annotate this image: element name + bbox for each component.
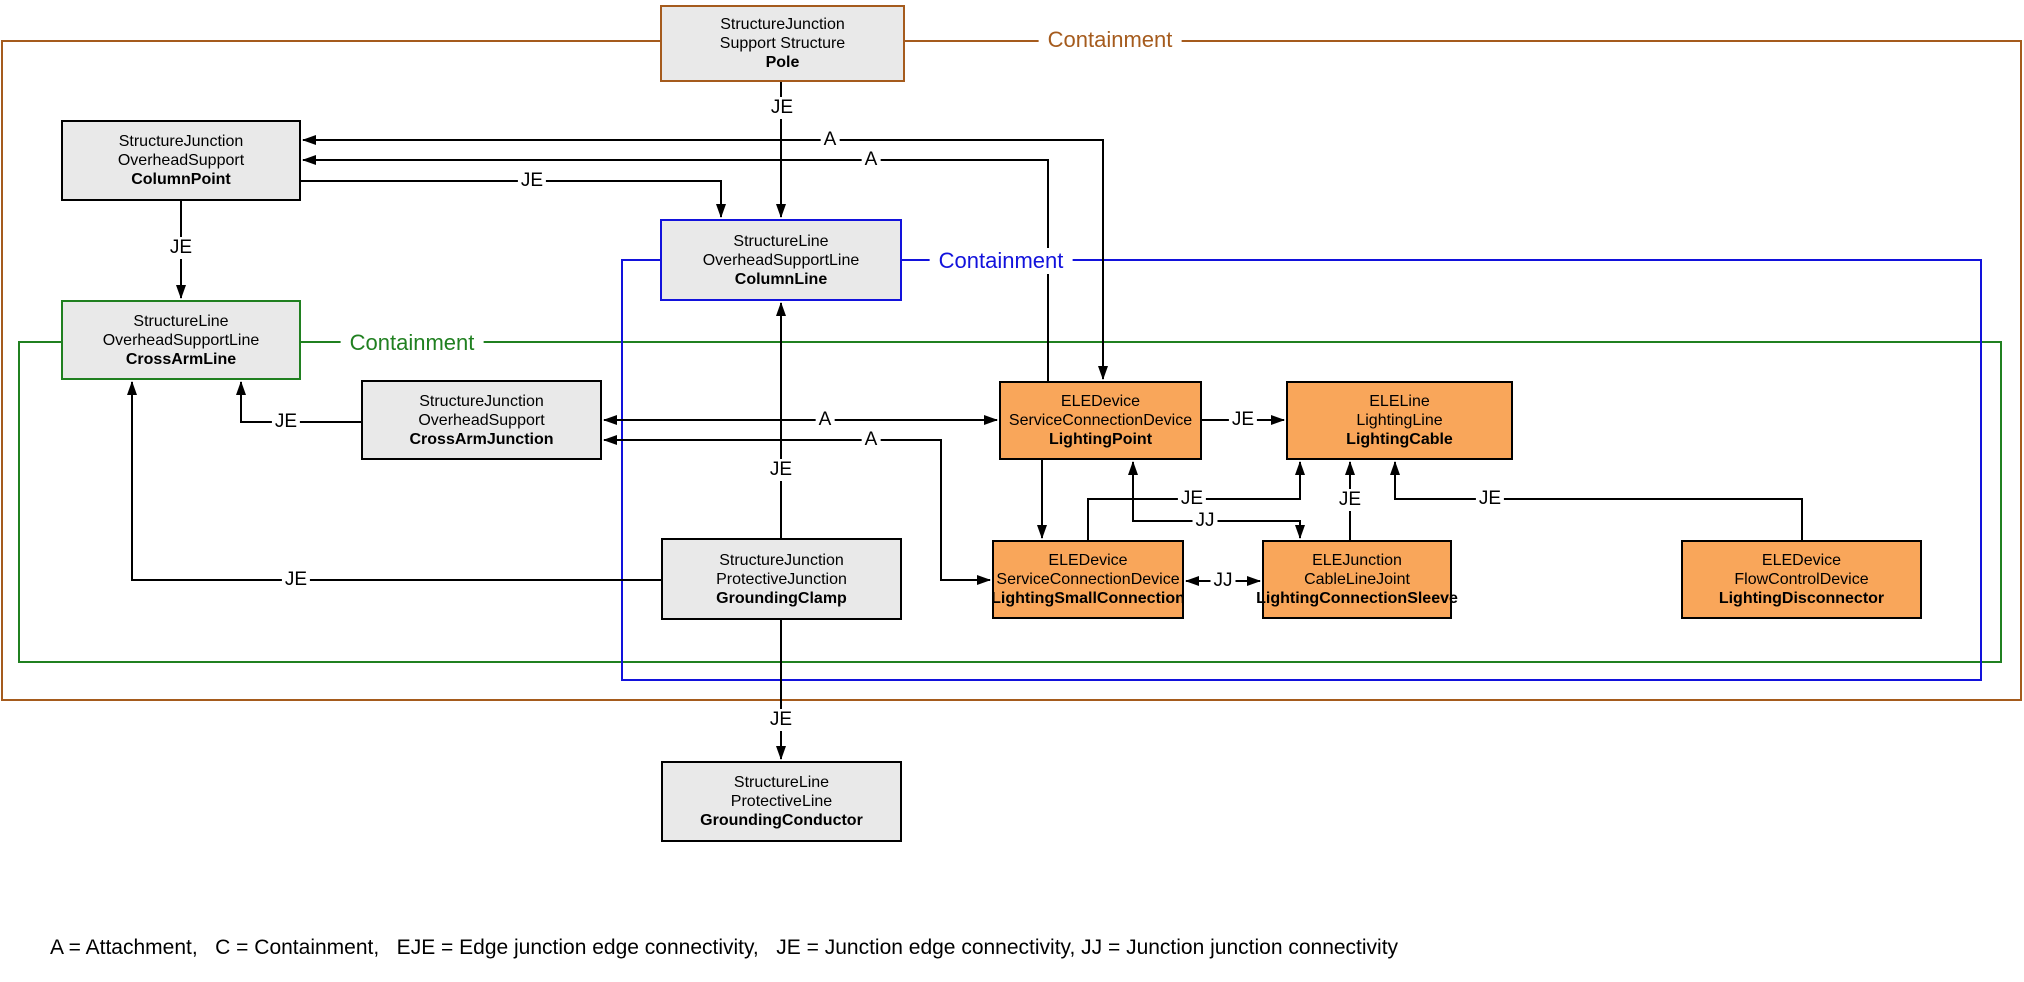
node-lighting-point-group: ServiceConnectionDevice <box>1008 412 1193 429</box>
node-column-line <box>660 219 902 301</box>
node-cross-arm-line-group: OverheadSupportLine <box>102 331 260 349</box>
node-cross-arm-junction-group: OverheadSupport <box>418 411 545 429</box>
node-column-point-type: ColumnPoint <box>131 171 231 188</box>
node-lighting-disconnector <box>1681 540 1922 619</box>
edge-label-je-lightingdisconnector-lightingcable: JE <box>1476 488 1504 510</box>
node-lighting-small-connection-class: ELEDevice <box>1048 552 1128 569</box>
node-pole-group: Support Structure <box>719 35 846 52</box>
edge-label-je-crossarmjunction-crossarmline: JE <box>272 411 300 433</box>
node-column-line-class: StructureLine <box>733 232 829 250</box>
node-grounding-clamp-type: GroundingClamp <box>716 589 847 607</box>
node-lighting-point-type: LightingPoint <box>1048 431 1153 448</box>
edge-lightingdisconnector-lightingcable <box>1395 462 1802 540</box>
edge-label-a-lightingpoint-columnpoint-2: A <box>862 149 881 171</box>
node-grounding-conductor-class: StructureLine <box>733 774 830 791</box>
node-lighting-point-class: ELEDevice <box>1060 393 1141 410</box>
edge-label-je-columnpoint-crossarmline: JE <box>167 237 195 259</box>
node-lighting-point <box>999 381 1202 460</box>
edge-label-jj-lightingconnectionsleeve-lightingpoint: JJ <box>1193 510 1218 532</box>
node-grounding-conductor <box>661 761 902 842</box>
edge-label-je-groundingclamp-columnline: JE <box>767 459 795 481</box>
node-column-line-type: ColumnLine <box>734 270 828 288</box>
node-lighting-connection-sleeve-class: ELEJunction <box>1312 552 1402 569</box>
edge-label-jj-lightingsmallconnection-lightingconnectionsleeve: JJ <box>1211 570 1236 592</box>
node-pole <box>660 5 905 82</box>
containment-label-pole: Containment <box>1039 27 1182 53</box>
edge-label-a-lightingpoint-columnpoint-1: A <box>821 129 840 151</box>
node-column-line-group: OverheadSupportLine <box>702 251 860 269</box>
node-column-point <box>61 120 301 201</box>
node-lighting-connection-sleeve-group: CableLineJoint <box>1304 571 1410 588</box>
node-lighting-cable-class: ELELine <box>1369 393 1430 410</box>
node-lighting-cable <box>1286 381 1513 460</box>
containment-label-column-line: Containment <box>930 248 1073 274</box>
edge-columnpoint-columnline <box>301 181 721 217</box>
edge-label-a-crossarmjunction-lightingpoint: A <box>816 409 835 431</box>
node-grounding-clamp-group: ProtectiveJunction <box>716 570 847 588</box>
edge-label-je-pole-columnline: JE <box>768 97 796 119</box>
node-lighting-small-connection-type: LightingSmallConnection <box>991 590 1185 607</box>
edge-label-je-lightingpoint-lightingcable: JE <box>1229 409 1257 431</box>
node-lighting-cable-type: LightingCable <box>1346 431 1453 448</box>
containment-label-cross-arm-line: Containment <box>341 330 484 356</box>
node-grounding-clamp <box>661 538 902 620</box>
edge-crossarmjunction-crossarmline <box>241 382 361 422</box>
node-cross-arm-line <box>61 300 301 380</box>
node-lighting-small-connection-group: ServiceConnectionDevice <box>996 571 1180 588</box>
node-cross-arm-line-type: CrossArmLine <box>125 350 237 368</box>
edge-label-je-columnpoint-columnline: JE <box>518 170 546 192</box>
edge-label-a-crossarmjunction-lightingsmallconnection: A <box>862 429 881 451</box>
edge-label-je-groundingclamp-crossarmline: JE <box>282 569 310 591</box>
node-lighting-disconnector-group: FlowControlDevice <box>1734 571 1869 588</box>
node-pole-class: StructureJunction <box>720 16 845 33</box>
node-column-point-group: OverheadSupport <box>117 152 245 169</box>
node-column-point-class: StructureJunction <box>118 133 244 150</box>
node-grounding-clamp-class: StructureJunction <box>719 551 844 569</box>
node-cross-arm-junction <box>361 380 602 460</box>
node-grounding-conductor-type: GroundingConductor <box>700 812 863 829</box>
node-cross-arm-line-class: StructureLine <box>133 312 229 330</box>
edge-label-je-groundingclamp-groundingconductor: JE <box>767 709 795 731</box>
edge-label-je-lightingconnectionsleeve-lightingcable: JE <box>1336 489 1364 511</box>
node-lighting-small-connection <box>992 540 1184 619</box>
node-cross-arm-junction-type: CrossArmJunction <box>409 430 554 448</box>
node-grounding-conductor-group: ProtectiveLine <box>730 793 833 810</box>
legend-text: A = Attachment, C = Containment, EJE = Edge junction edge connectivity, JE = Junction edge connectivity, JJ = Junction junction connectivity <box>50 936 1399 959</box>
node-pole-type: Pole <box>765 54 800 71</box>
node-lighting-cable-group: LightingLine <box>1356 412 1443 429</box>
node-lighting-connection-sleeve-type: LightingConnectionSleeve <box>1256 590 1458 607</box>
node-cross-arm-junction-class: StructureJunction <box>419 392 544 410</box>
node-lighting-disconnector-class: ELEDevice <box>1761 552 1842 569</box>
node-lighting-disconnector-type: LightingDisconnector <box>1718 590 1885 607</box>
edge-label-je-lightingsmallconnection-lightingcable: JE <box>1178 488 1206 510</box>
node-lighting-connection-sleeve <box>1256 540 1458 619</box>
